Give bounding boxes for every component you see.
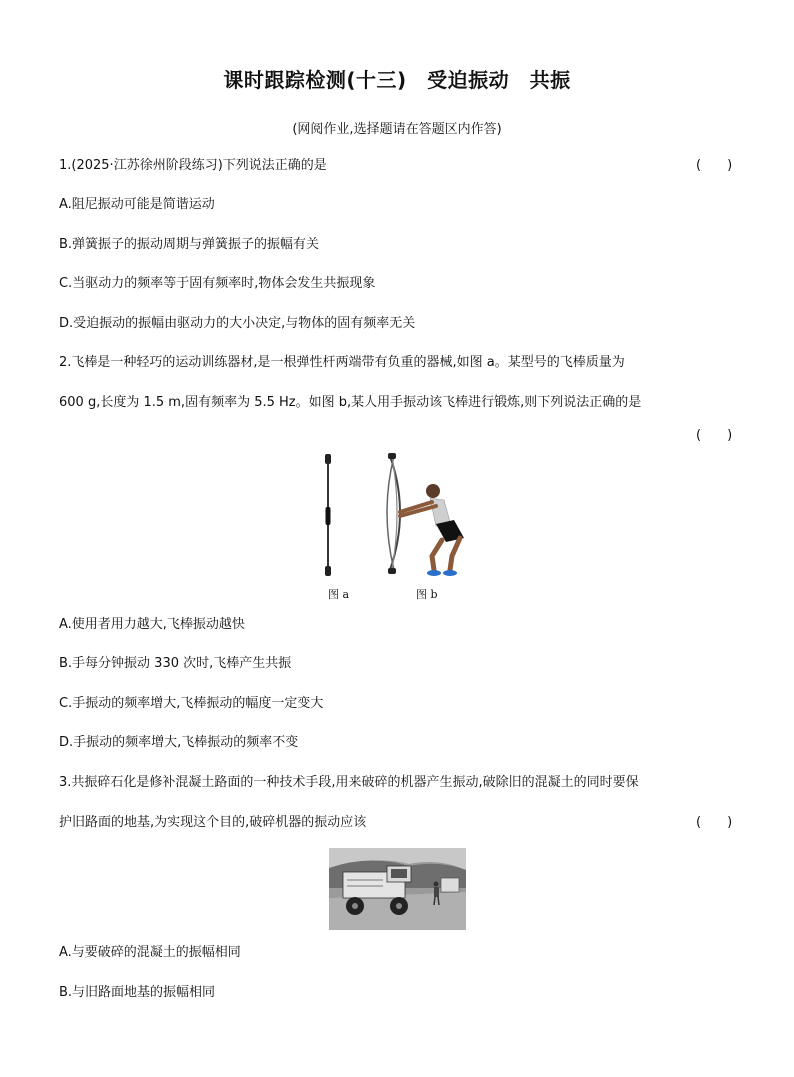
- q3-stem-line1: 3.共振碎石化是修补混凝土路面的一种技术手段,用来破碎的机器产生振动,破除旧的混凝土的同时要保: [59, 775, 639, 790]
- q3-answer-bracket: ( ): [696, 815, 733, 830]
- figure-b-person-exercising: [380, 452, 472, 580]
- q2-option-c: C.手振动的频率增大,飞棒振动的幅度一定变大: [59, 696, 324, 711]
- q1-answer-bracket: ( ): [696, 158, 733, 173]
- page-title: 课时跟踪检测(十三) 受迫振动 共振: [223, 68, 571, 92]
- road-breaker-photo: [329, 848, 466, 930]
- q1-option-a: A.阻尼振动可能是简谐运动: [59, 197, 215, 212]
- q2-option-a: A.使用者用力越大,飞棒振动越快: [59, 617, 245, 632]
- q1-option-b: B.弹簧振子的振动周期与弹簧振子的振幅有关: [59, 237, 320, 252]
- q1-stem: 1.(2025·江苏徐州阶段练习)下列说法正确的是: [59, 158, 327, 173]
- q2-stem-line2: 600 g,长度为 1.5 m,固有频率为 5.5 Hz。如图 b,某人用手振动该飞棒进行锻炼,则下列说法正确的是: [59, 395, 642, 410]
- figure-b-caption: 图 b: [416, 588, 438, 601]
- q2-option-b: B.手每分钟振动 330 次时,飞棒产生共振: [59, 656, 292, 671]
- q1-option-c: C.当驱动力的频率等于固有频率时,物体会发生共振现象: [59, 276, 376, 291]
- q3-option-a: A.与要破碎的混凝土的振幅相同: [59, 945, 241, 960]
- q3-option-b: B.与旧路面地基的振幅相同: [59, 985, 216, 1000]
- q2-stem-line1: 2.飞棒是一种轻巧的运动训练器材,是一根弹性杆两端带有负重的器械,如图 a。某型号的飞棒质量为: [59, 355, 625, 370]
- q2-answer-bracket: ( ): [696, 428, 733, 443]
- figure-a-caption: 图 a: [328, 588, 350, 601]
- q3-stem-line2: 护旧路面的地基,为实现这个目的,破碎机器的振动应该: [59, 815, 367, 830]
- page-subtitle: (网阅作业,选择题请在答题区内作答): [292, 122, 502, 137]
- figure-a-flexibar: [318, 452, 338, 578]
- q2-option-d: D.手振动的频率增大,飞棒振动的频率不变: [59, 735, 299, 750]
- q1-option-d: D.受迫振动的振幅由驱动力的大小决定,与物体的固有频率无关: [59, 316, 416, 331]
